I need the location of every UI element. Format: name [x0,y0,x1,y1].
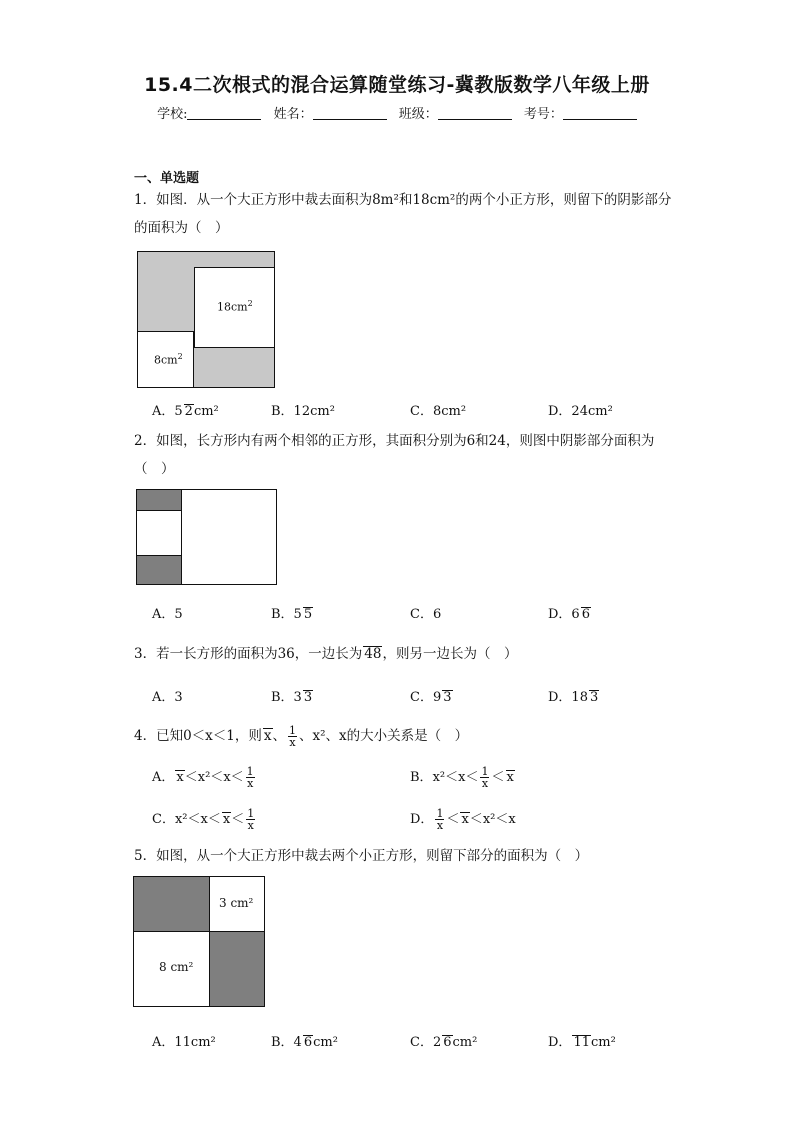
q5-label-8: 8 cm² [159,960,194,974]
name-field: 姓名： [274,107,387,122]
q4-option-b[interactable]: B．x²＜x＜ $\frac{1}{x}$ ＜ x [410,765,514,790]
q1-option-c[interactable]: C．8cm² [410,404,467,419]
q4-option-a[interactable]: A． x＜x²＜x＜ $\frac{1}{x}$ [152,765,254,790]
q3-option-c[interactable]: C．9 3 [410,690,452,705]
question-3-text: 3．若一长方形的面积为36，一边长为 48，则另一边长为（ ） [134,646,518,662]
q5-option-c[interactable]: C．2 6cm² [410,1035,478,1050]
question-5-text: 5．如图，从一个大正方形中裁去两个小正方形，则留下部分的面积为（ ） [134,848,589,864]
q3-option-a[interactable]: A．3 [152,690,183,705]
q2-option-b[interactable]: B．5 5 [271,607,313,622]
school-field: 学校: [157,107,261,122]
q1-option-a[interactable]: A．5 2cm² [152,404,219,419]
q2-option-c[interactable]: C．6 [410,607,442,622]
exam-number-field: 考号： [524,107,637,122]
q5-option-d[interactable]: D． 11cm² [548,1035,616,1050]
q4-option-d[interactable]: D． $\frac{1}{x}$ ＜ x＜x²＜x [410,807,516,832]
question-5-figure [133,876,265,1007]
page-title: 15.4二次根式的混合运算随堂练习-冀教版数学八年级上册 [144,74,650,96]
q1-label-18: $18cm^2$ [217,299,253,314]
q1-option-b[interactable]: B．12cm² [271,404,335,419]
question-1-text: 1．如图．从一个大正方形中裁去面积为8m²和18cm²的两个小正方形，则留下的阴影部分的面积为（ ） [134,192,672,236]
q4-option-c[interactable]: C．x²＜x＜ x＜ $\frac{1}{x}$ [152,807,255,832]
q5-option-a[interactable]: A．11cm² [152,1035,216,1050]
q3-option-d[interactable]: D．18 3 [548,690,599,705]
question-2-figure [136,489,277,585]
question-2-text: 2．如图，长方形内有两个相邻的正方形，其面积分别为6和24，则图中阴影部分面积为（ ） [134,433,655,477]
q3-option-b[interactable]: B．3 3 [271,690,313,705]
class-field: 班级： [399,107,512,122]
q2-option-d[interactable]: D．6 6 [548,607,590,622]
q5-label-3: 3 cm² [219,896,254,910]
question-4-text: 4．已知0＜x＜1，则 x、 $\frac{1}{x}$ 、x²、x的大小关系是（ ） [134,724,469,749]
q2-option-a[interactable]: A．5 [152,607,183,622]
student-info-line [0,103,794,122]
q1-label-8: $8cm^2$ [154,352,183,367]
q1-option-d[interactable]: D．24cm² [548,404,613,419]
q2-shade-top [136,489,182,511]
question-1-figure [137,251,275,388]
q2-shade-bottom [136,555,182,585]
q2-square-6 [136,510,182,556]
section-heading: 一、单选题 [134,171,200,186]
q5-option-b[interactable]: B．4 6cm² [271,1035,338,1050]
